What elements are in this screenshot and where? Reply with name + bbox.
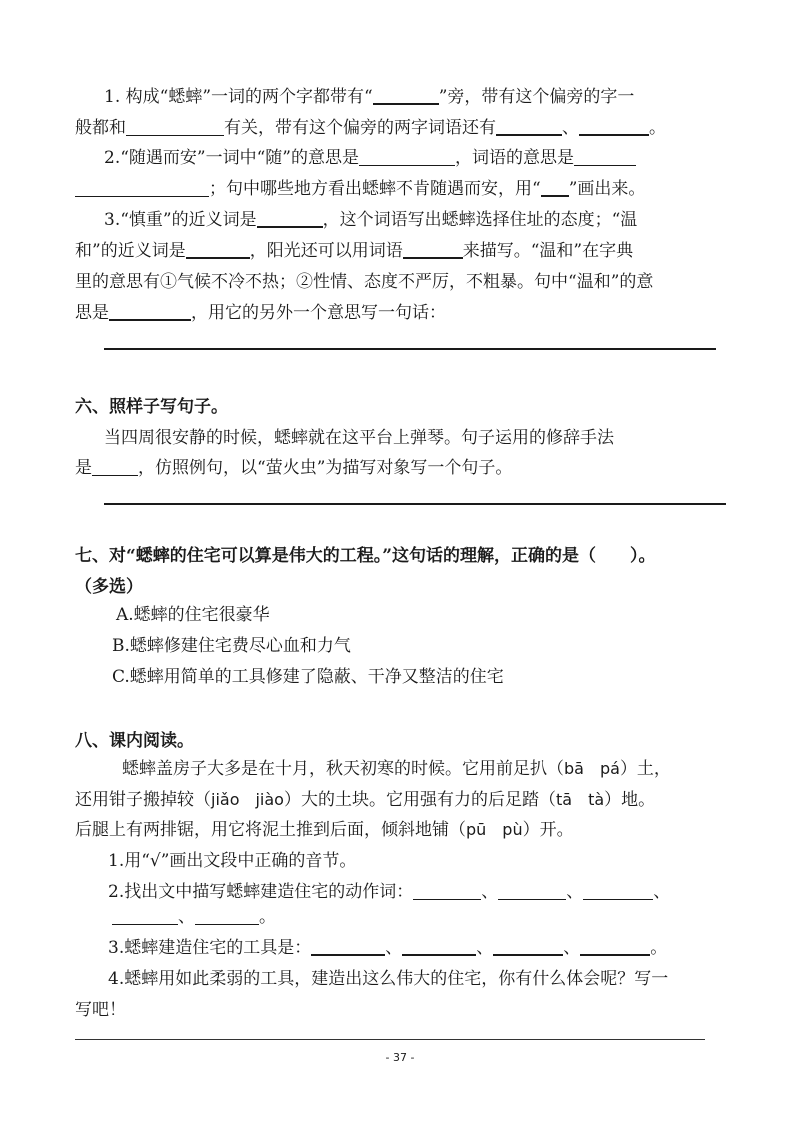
q8-4-line1: 4.蟋蟀用如此柔弱的工具，建造出这么伟大的住宅，你有什么体会呢？写一 — [108, 969, 669, 989]
answer-blank[interactable] — [413, 882, 481, 900]
q8-4-line2: 写吧！ — [75, 1000, 126, 1020]
passage-line3: 后腿上有两排锯，用它将泥土推到后面，倾斜地铺（pū pù）开。 — [75, 820, 574, 840]
option-c[interactable]: C.蟋蟀用简单的工具修建了隐蔽、干净又整洁的住宅 — [112, 667, 504, 687]
answer-blank[interactable] — [498, 882, 566, 900]
answer-blank[interactable] — [493, 937, 563, 956]
answer-blank[interactable] — [186, 240, 250, 259]
q8-3: 3.蟋蟀建造住宅的工具是： 、 、 、 。 — [108, 938, 668, 958]
page-number: - 37 - — [385, 1051, 415, 1064]
section6-line2: 是 ，仿照例句，以“萤火虫”为描写对象写一个句子。 — [75, 458, 513, 478]
answer-blank[interactable] — [112, 907, 178, 925]
q5-3-line4: 思是 ，用它的另外一个意思写一句话： — [75, 303, 446, 323]
answer-blank[interactable] — [359, 148, 455, 166]
answer-blank[interactable] — [75, 179, 209, 197]
q8-2-line2: 、 。 — [112, 906, 730, 928]
q5-1-line1: 1. 构成“蟋蟀”一词的两个字都带有“ ”旁，带有这个偏旁的字一 — [104, 87, 635, 107]
answer-blank[interactable] — [195, 907, 259, 925]
section8-title: 八、课内阅读。 — [75, 731, 194, 751]
answer-blank[interactable] — [257, 209, 323, 228]
answer-blank[interactable] — [311, 937, 385, 956]
footer-rule — [75, 1039, 705, 1040]
answer-blank[interactable] — [403, 240, 463, 259]
answer-blank[interactable] — [541, 178, 569, 197]
answer-blank[interactable] — [126, 118, 224, 136]
answer-blank[interactable] — [402, 937, 476, 956]
q5-1-line2: 般都和 有关，带有这个偏旁的两字词语还有 、 。 — [75, 118, 666, 138]
pinyin-choice[interactable]: pū pù — [466, 820, 523, 839]
writing-line[interactable] — [104, 348, 716, 350]
answer-blank[interactable] — [580, 937, 650, 956]
answer-blank[interactable] — [92, 458, 138, 476]
pinyin-choice[interactable]: tā tà — [555, 790, 605, 809]
q5-2-line1: 2.“随遇而安”一词中“随”的意思是 ，词语的意思是 — [104, 147, 730, 169]
section7-title: 七、对“蟋蟀的住宅可以算是伟大的工程。”这句话的理解，正确的是（ ）。 — [75, 546, 656, 566]
q8-2-line1: 2.找出文中描写蟋蟀建造住宅的动作词： 、 、 、 — [108, 882, 671, 902]
answer-blank[interactable] — [583, 882, 653, 900]
passage-line2: 还用钳子搬掉较（jiǎo jiào）大的土块。它用强有力的后足踏（tā tà）地。 — [75, 790, 656, 810]
answer-blank[interactable] — [373, 86, 439, 105]
answer-blank[interactable] — [109, 302, 191, 321]
section6-title: 六、照样子写句子。 — [75, 397, 228, 417]
pinyin-choice[interactable]: bā pá — [564, 759, 620, 778]
option-a[interactable]: A.蟋蟀的住宅很豪华 — [116, 605, 270, 625]
writing-line[interactable] — [104, 503, 726, 505]
pinyin-choice[interactable]: jiǎo jiào — [211, 790, 284, 809]
answer-blank[interactable] — [574, 148, 636, 166]
q5-3-line3: 里的意思有①气候不冷不热；②性情、态度不严厉，不粗暴。句中“温和”的意 — [75, 272, 654, 292]
answer-blank[interactable] — [496, 117, 562, 136]
q8-1: 1.用“√”画出文段中正确的音节。 — [108, 851, 357, 871]
section7-note: （多选） — [75, 577, 143, 597]
q5-2-line2: ；句中哪些地方看出蟋蟀不肯随遇而安，用“ ”画出来。 — [75, 178, 730, 200]
q5-3-line1: 3.“慎重”的近义词是 ，这个词语写出蟋蟀选择住址的态度；“温 — [104, 210, 638, 230]
answer-blank[interactable] — [579, 117, 649, 136]
q5-3-line2: 和”的近义词是 ，阳光还可以用词语 来描写。“温和”在字典 — [75, 241, 634, 261]
passage-line1: 蟋蟀盖房子大多是在十月，秋天初寒的时候。它用前足扒（bā pá）土， — [122, 759, 671, 779]
option-b[interactable]: B.蟋蟀修建住宅费尽心血和力气 — [112, 636, 351, 656]
section6-line1: 当四周很安静的时候，蟋蟀就在这平台上弹琴。句子运用的修辞手法 — [104, 428, 614, 448]
